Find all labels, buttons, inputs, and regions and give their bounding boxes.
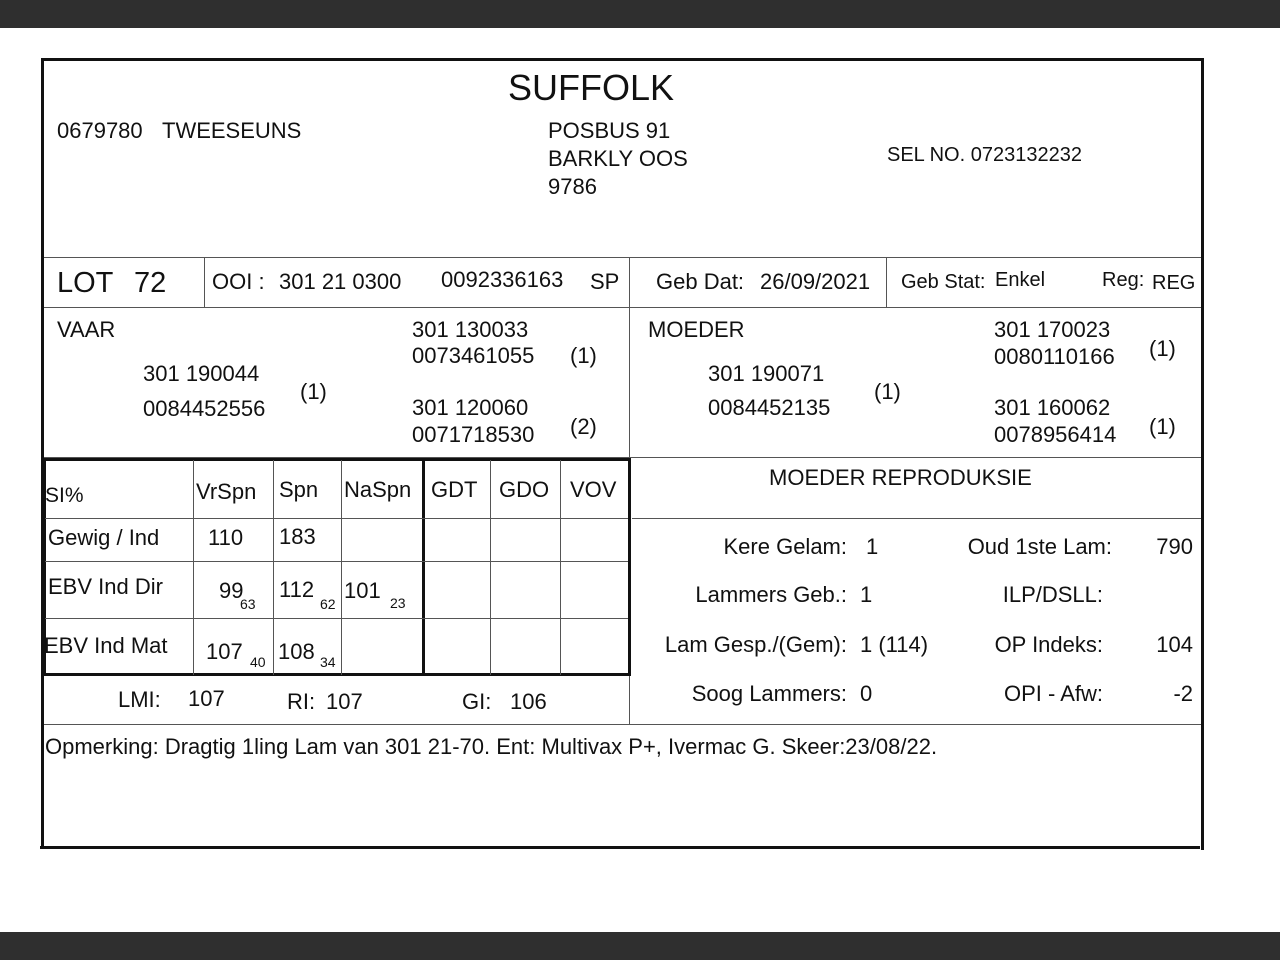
gi-label: GI:	[462, 689, 492, 714]
frame-bottom	[40, 846, 1200, 849]
reproduction-title-line	[632, 518, 1201, 519]
ebv-dir-naspn: 101	[344, 578, 381, 603]
lot-reg-type: SP	[590, 269, 620, 294]
ebv-dir-naspn-accuracy: 23	[390, 595, 406, 611]
row-line-1	[45, 518, 628, 519]
dam-reg: 0084452135	[708, 395, 831, 420]
index-row-divider	[629, 676, 630, 724]
ri-value: 107	[326, 689, 363, 714]
ri-label: RI:	[287, 689, 316, 714]
header-gdo: GDO	[499, 477, 550, 502]
sire-id: 301 190044	[143, 361, 260, 386]
ebv-dir-spn-accuracy: 62	[320, 596, 336, 612]
remark: Opmerking: Dragtig 1ling Lam van 301 21-70. Ent: Multivax P+, Ivermac G. Skeer:23/08/22.	[45, 734, 938, 759]
gewig-vrspn: 110	[208, 525, 244, 550]
lot-row-top-line	[44, 257, 1201, 258]
dam-dam-rank: (1)	[1149, 414, 1176, 439]
sire-dam-reg: 0071718530	[412, 422, 535, 447]
ebv-dir-vrspn-accuracy: 63	[240, 596, 256, 612]
birth-status: Enkel	[995, 269, 1046, 291]
row-label-gewig: Gewig / Ind	[48, 525, 160, 550]
row-line-3	[45, 618, 628, 619]
col-line-5	[560, 460, 561, 675]
row-label-ebv-dir: EBV Ind Dir	[48, 574, 163, 599]
breed-title: SUFFOLK	[508, 67, 675, 108]
perf-table-mid	[422, 458, 425, 676]
ilp-dsll-label: ILP/DSLL:	[1002, 582, 1103, 607]
breeder-id: 0679780	[57, 118, 143, 143]
lam-gesp-value: 1 (114)	[860, 632, 929, 657]
perf-table-top	[43, 458, 631, 461]
address-line-2: BARKLY OOS	[548, 146, 688, 171]
breeder-name: TWEESEUNS	[162, 118, 302, 143]
sire-rank: (1)	[300, 379, 327, 404]
dam-id: 301 190071	[708, 361, 825, 386]
header-spn: Spn	[279, 477, 319, 502]
oud-1ste-lam-label: Oud 1ste Lam:	[967, 534, 1112, 559]
pedigree-divider	[629, 308, 630, 458]
lot-divider-2	[629, 258, 630, 307]
sire-dam-rank: (2)	[570, 414, 597, 439]
index-row-bottom-line	[44, 724, 1201, 725]
postal-code: 9786	[548, 174, 597, 199]
row-line-2	[45, 561, 628, 562]
ooi-label: OOI :	[212, 269, 265, 294]
birth-date: 26/09/2021	[760, 269, 871, 294]
lot-row-bottom-line	[44, 307, 1201, 308]
lot-reg-number: 0092336163	[441, 267, 564, 292]
ebv-mat-vrspn-accuracy: 40	[250, 654, 266, 670]
perf-table-bottom	[43, 673, 631, 676]
ebv-mat-vrspn: 107	[206, 639, 243, 664]
gi-value: 106	[510, 689, 547, 714]
op-indeks-label: OP Indeks:	[994, 632, 1103, 657]
sire-sire-reg: 0073461055	[412, 343, 535, 368]
reg-value: REG	[1152, 272, 1196, 294]
lot-number: 72	[134, 267, 167, 299]
birth-date-label: Geb Dat:	[656, 269, 745, 294]
reg-label: Reg:	[1102, 269, 1145, 291]
sire-reg: 0084452556	[143, 396, 266, 421]
reproduction-title: MOEDER REPRODUKSIE	[769, 465, 1032, 490]
kere-gelam-label: Kere Gelam:	[723, 534, 847, 559]
dam-dam-id: 301 160062	[994, 395, 1111, 420]
gewig-spn: 183	[279, 524, 316, 549]
kere-gelam-value: 1	[866, 534, 879, 559]
dam-dam-reg: 0078956414	[994, 422, 1117, 447]
header-si: SI%	[45, 484, 84, 507]
lammers-geb-value: 1	[860, 582, 873, 607]
lmi-value: 107	[188, 686, 225, 711]
lmi-label: LMI:	[118, 687, 161, 712]
lot-divider-1	[204, 258, 205, 307]
ebv-mat-spn-accuracy: 34	[320, 654, 336, 670]
dam-sire-reg: 0080110166	[994, 344, 1115, 369]
frame-left	[41, 58, 44, 848]
header-gdt: GDT	[431, 477, 478, 502]
soog-lammers-label: Soog Lammers:	[691, 681, 847, 706]
col-line-3	[341, 460, 342, 675]
lot-divider-3	[886, 258, 887, 307]
dam-label: MOEDER	[648, 317, 745, 342]
header-vov: VOV	[570, 477, 617, 502]
lam-gesp-label: Lam Gesp./(Gem):	[664, 632, 847, 657]
dam-rank: (1)	[874, 379, 901, 404]
address-line-1: POSBUS 91	[548, 118, 671, 143]
opi-afw-value: -2	[1173, 681, 1193, 706]
col-line-1	[193, 460, 194, 675]
sire-sire-rank: (1)	[570, 343, 597, 368]
sire-label: VAAR	[57, 317, 116, 342]
dam-sire-rank: (1)	[1149, 336, 1176, 361]
sire-sire-id: 301 130033	[412, 317, 529, 342]
ebv-dir-spn: 112	[279, 577, 315, 602]
oud-1ste-lam-value: 790	[1156, 534, 1193, 559]
opi-afw-label: OPI - Afw:	[1003, 681, 1103, 706]
ebv-dir-vrspn: 99	[219, 578, 244, 603]
dam-sire-id: 301 170023	[994, 317, 1111, 342]
col-line-2	[273, 460, 274, 675]
ebv-mat-spn: 108	[278, 639, 315, 664]
header-naspn: NaSpn	[344, 477, 412, 502]
sire-dam-id: 301 120060	[412, 395, 529, 420]
header-vrspn: VrSpn	[196, 479, 257, 504]
ooi-value: 301 21 0300	[279, 269, 402, 294]
soog-lammers-value: 0	[860, 681, 873, 706]
col-line-4	[490, 460, 491, 675]
frame-top	[42, 58, 1204, 61]
lammers-geb-label: Lammers Geb.:	[695, 582, 847, 607]
frame-right	[1201, 58, 1204, 850]
op-indeks-value: 104	[1156, 632, 1193, 657]
birth-status-label: Geb Stat:	[901, 271, 986, 293]
lot-label: LOT	[57, 267, 114, 299]
sel-number: SEL NO. 0723132232	[887, 144, 1082, 166]
row-label-ebv-mat: EBV Ind Mat	[44, 633, 168, 658]
